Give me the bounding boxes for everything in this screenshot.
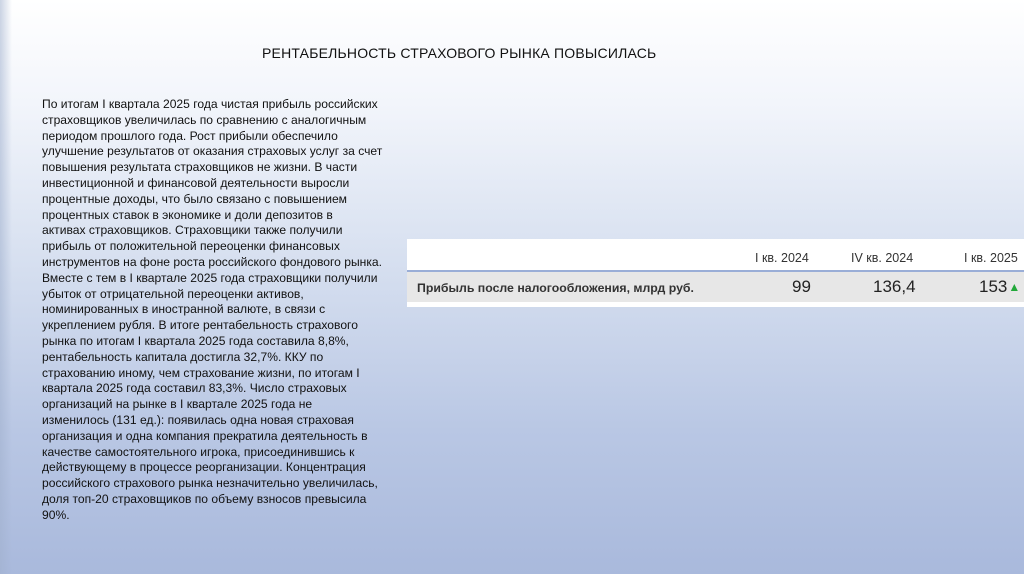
header-q1-2024: I кв. 2024 — [755, 251, 809, 265]
body-line: инструментов на фоне роста российского фондового рынка. — [42, 254, 382, 269]
body-line: инвестиционной и финансовой деятельности выросли — [42, 175, 350, 190]
header-q1-2025: I кв. 2025 — [964, 251, 1018, 265]
up-triangle-icon: ▲ — [1008, 280, 1021, 294]
body-line: доля топ-20 страховщиков по объему взносов превысила — [42, 491, 367, 506]
side-shade — [0, 0, 12, 574]
body-line: рентабельность капитала достигла 32,7%. ККУ по — [42, 349, 324, 364]
header-q4-2024: IV кв. 2024 — [851, 251, 914, 265]
body-text — [42, 97, 412, 524]
value-q1-2024: 99 — [792, 277, 811, 296]
body-line: рынка по итогам I квартала 2025 года составила 8,8%, — [42, 333, 349, 348]
profit-table — [407, 239, 1024, 307]
body-line: организаций на рынке в I квартале 2025 года не — [42, 397, 313, 412]
table-row — [407, 272, 1024, 302]
row-label: Прибыль после налогообложения, млрд руб. — [417, 281, 694, 295]
body-line: 90%. — [42, 507, 70, 522]
value-q4-2024: 136,4 — [873, 277, 916, 296]
body-line: номинированных в иностранной валюте, в связи с — [42, 302, 326, 317]
body-line: активах страховщиков. Страховщики также получили — [42, 223, 343, 238]
body-line: Вместе с тем в I квартале 2025 года страховщики получили — [42, 270, 378, 285]
table-header — [407, 239, 1024, 272]
value-q1-2025: 153 — [979, 277, 1008, 296]
value-q1-2025-cell — [979, 277, 1020, 297]
body-line: квартала 2025 года составил 83,3%. Число страховых — [42, 381, 347, 396]
body-line: убыток от отрицательной переоценки активов, — [42, 286, 304, 301]
body-line: качестве самостоятельного игрока, присоединившись к — [42, 444, 355, 459]
body-line: укреплением рубля. В итоге рентабельность страхового — [42, 318, 358, 333]
body-line: По итогам I квартала 2025 года чистая прибыль российских — [42, 97, 378, 111]
body-line: процентные доходы, что было связано с повышением — [42, 191, 347, 206]
body-line: российского страхового рынка незначительно увеличилась, — [42, 476, 378, 491]
body-line: изменилось (131 ед.): появилась одна новая страховая — [42, 412, 354, 427]
body-line: повышения результата страховщиков не жизни. В части — [42, 160, 358, 175]
body-line: процентных ставок в экономике и доли депозитов в — [42, 207, 333, 222]
body-line: организация и одна компания прекратила деятельность в — [42, 428, 368, 443]
body-line: страховщиков увеличилась по сравнению с аналогичным — [42, 112, 367, 127]
body-line: улучшение результатов от оказания страховых услуг за счет — [42, 144, 383, 159]
body-line: периодом прошлого года. Рост прибыли обеспечило — [42, 128, 338, 143]
body-line: страхованию иному, чем страхование жизни, по итогам I — [42, 365, 360, 380]
page-title: РЕНТАБЕЛЬНОСТЬ СТРАХОВОГО РЫНКА ПОВЫСИЛАСЬ — [262, 45, 657, 61]
body-line: прибыль от положительной переоценки финансовых — [42, 239, 340, 254]
body-line: действующему в процессе реорганизации. Концентрация — [42, 460, 366, 475]
